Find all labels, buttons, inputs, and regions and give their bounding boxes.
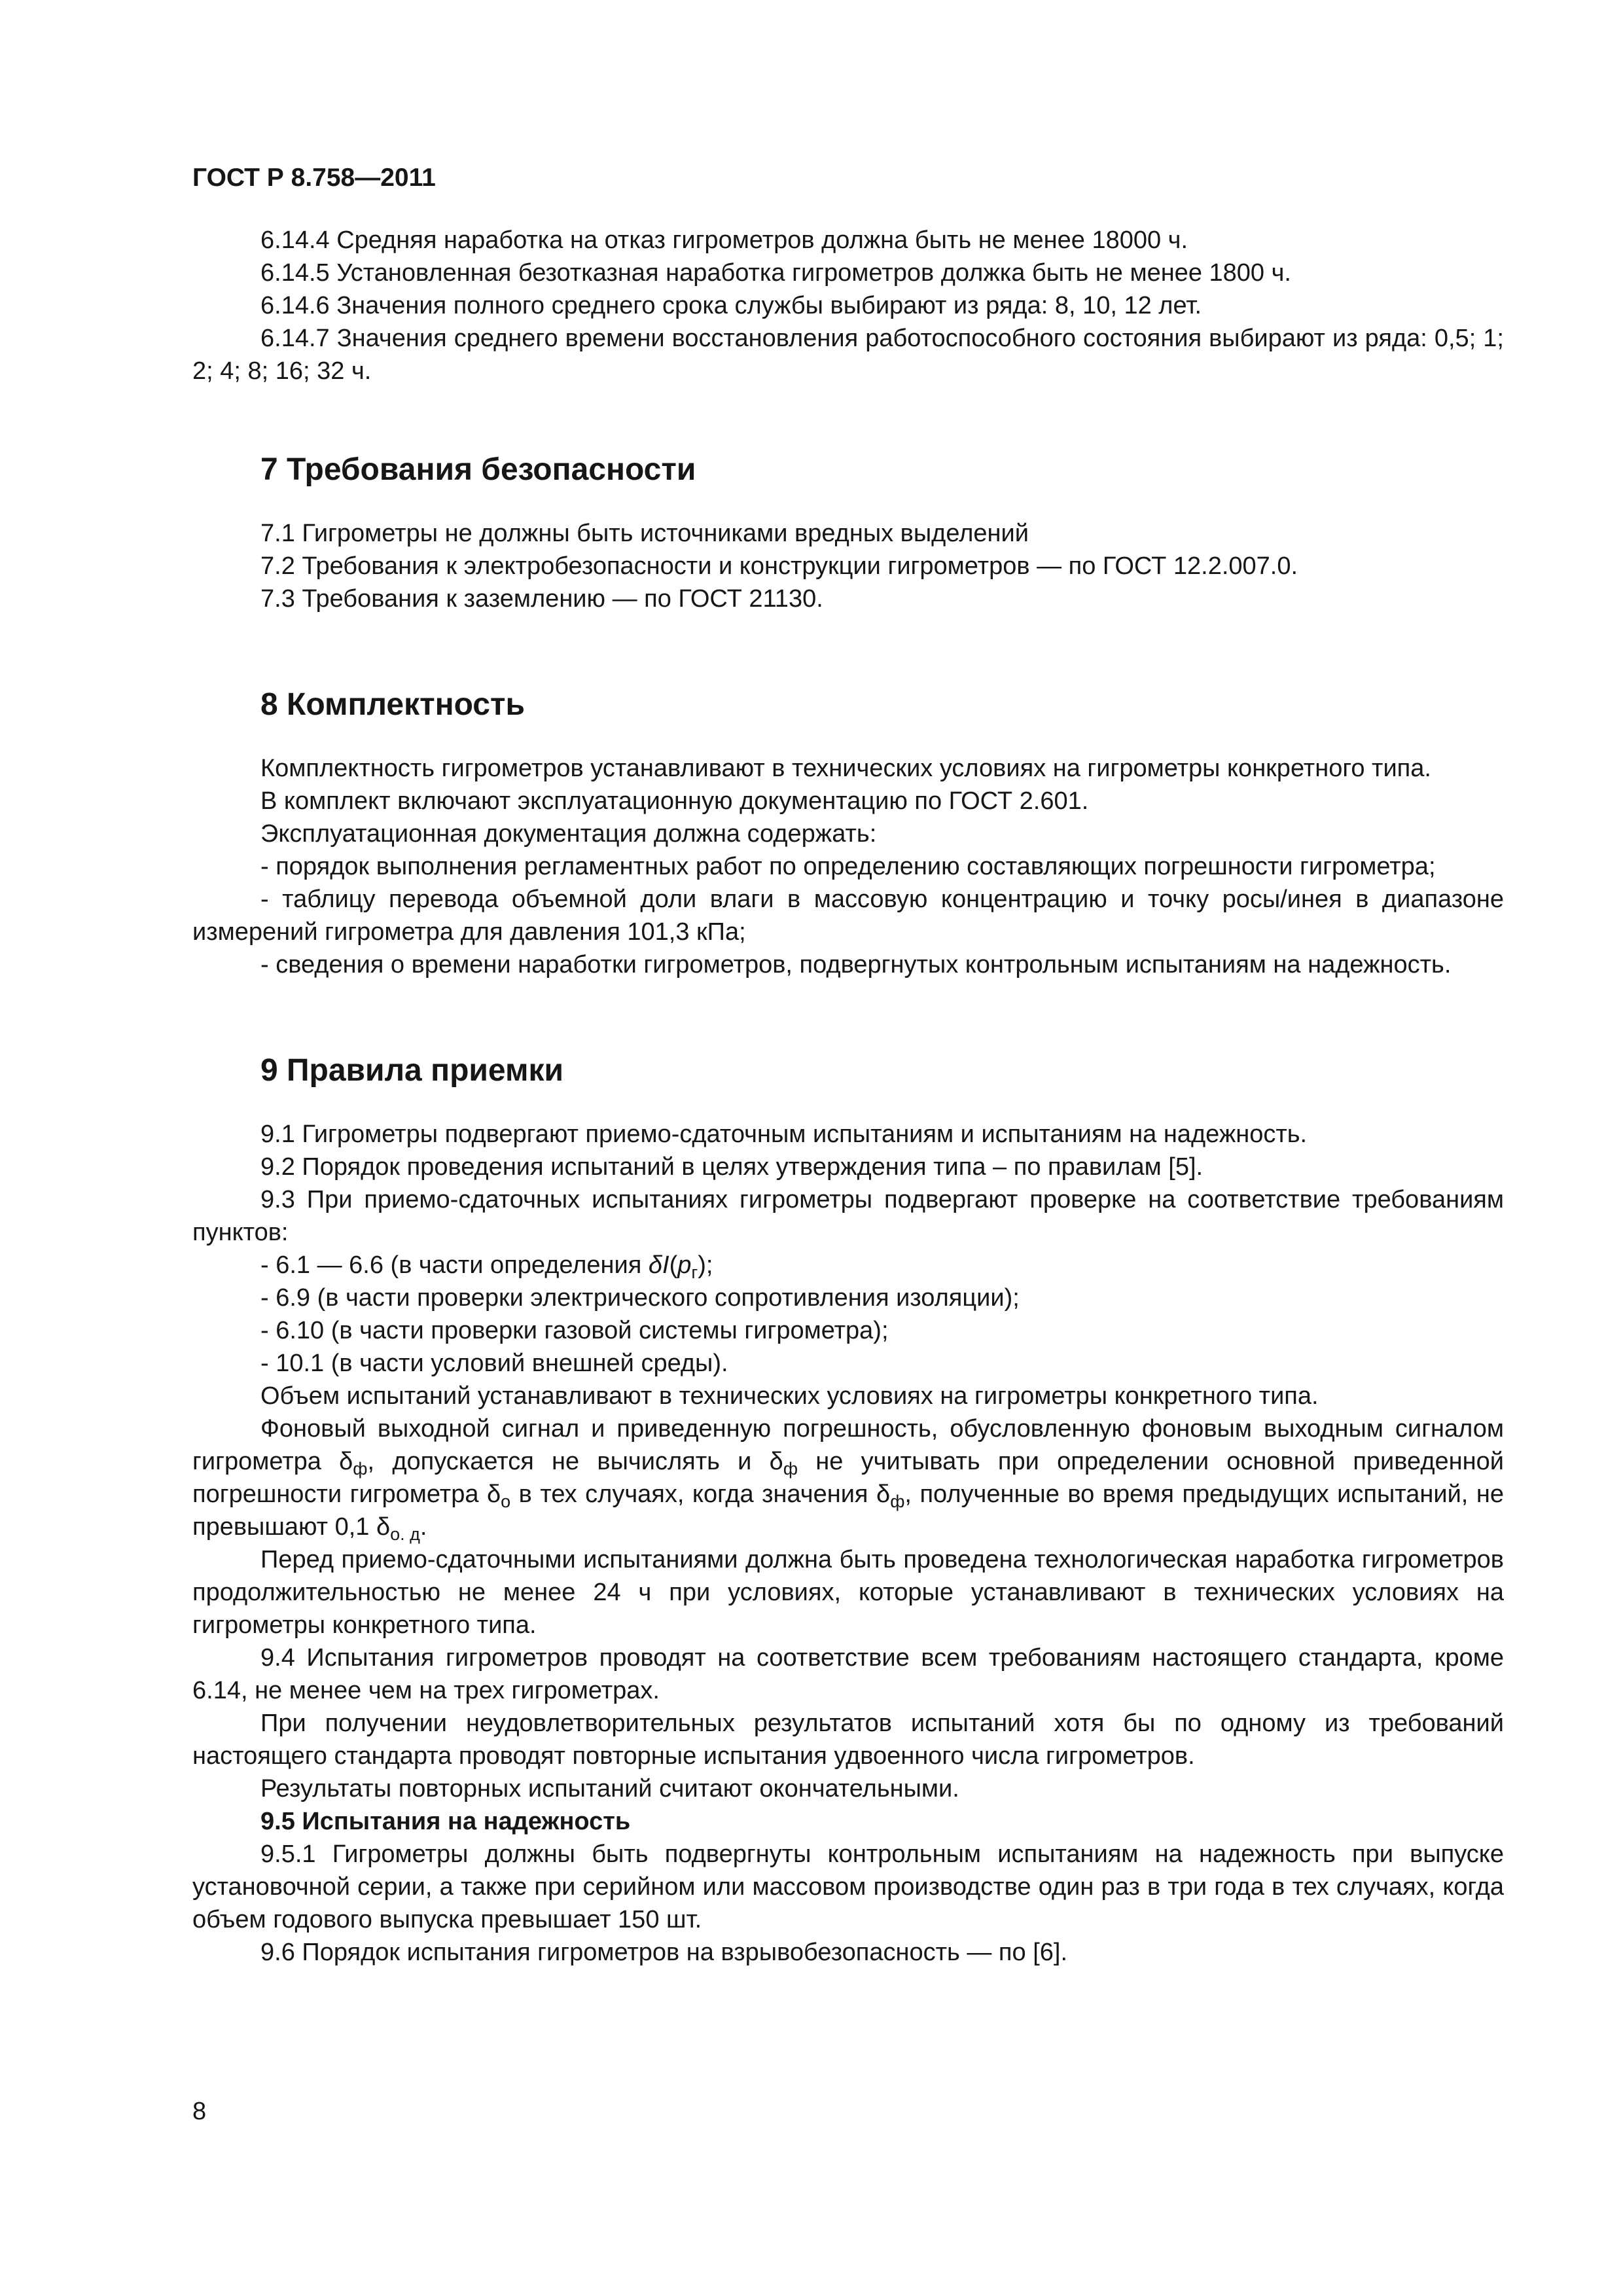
list-item-8-b: - таблицу перевода объемной доли влаги в массовую концентрацию и точку росы/инея в диапазоне измерений гигрометра для давления 101,3 кПа; [192, 886, 1504, 946]
text-run: Фоновый выходной сигнал и приведенную погрешность, обусловленную фоновым выходным сигналом гигрометра [192, 1415, 1504, 1475]
symbol-delta: δ [376, 1513, 391, 1541]
symbol-delta: δ [769, 1448, 783, 1475]
item-text-end: ); [698, 1251, 713, 1279]
paragraph-6-14-4: 6.14.4 Средняя наработка на отказ гигрометров должна быть не менее 18000 ч. [260, 226, 1188, 254]
paragraph-8-3: Эксплуатационная документация должна содержать: [260, 820, 877, 848]
list-item-9-3-a [192, 1249, 1504, 1282]
paragraph-9-4-final: Результаты повторных испытаний считают окончательными. [260, 1775, 959, 1803]
paragraph-9-2: 9.2 Порядок проведения испытаний в целях утверждения типа – по правилам [5]. [260, 1153, 1204, 1181]
symbol-delta: δ [486, 1480, 501, 1508]
paragraph-6-14-5: 6.14.5 Установленная безотказная наработка гигрометров должка быть не менее 1800 ч. [260, 259, 1291, 287]
section-8-heading: 8 Комплектность [260, 687, 525, 722]
paragraph-7-3: 7.3 Требования к заземлению — по ГОСТ 21130. [260, 585, 823, 613]
section-9-heading: 9 Правила приемки [260, 1053, 564, 1088]
paragraph-9-3-background [192, 1412, 1504, 1543]
text-run: , допускается не вычислять и [367, 1448, 770, 1475]
symbol-delta: δ [339, 1448, 353, 1475]
formula-delta-i: δI [648, 1251, 669, 1279]
symbol-delta: δ [876, 1480, 891, 1508]
symbol-sub: ф [353, 1459, 368, 1479]
paragraph-9-4: 9.4 Испытания гигрометров проводят на соответствие всем требованиям настоящего стандарта, кроме 6.14, не менее чем на трех гигрометрах. [192, 1644, 1504, 1704]
paragraph-9-1: 9.1 Гигрометры подвергают приемо-сдаточным испытаниям и испытаниям на надежность. [260, 1121, 1308, 1148]
paragraph-9-5-1: 9.5.1 Гигрометры должны быть подвергнуты контрольным испытаниям на надежность при выпуске установочной серии, а также при серийном или массовом производстве один раз в три года в тех случаях, когда объем годового выпуска превышает 150 шт. [192, 1840, 1504, 1933]
paragraph-9-6: 9.6 Порядок испытания гигрометров на взрывобезопасность — по [6]. [260, 1939, 1067, 1966]
item-text: - 6.1 — 6.6 (в части определения [260, 1251, 649, 1279]
list-item-9-3-d: - 10.1 (в части условий внешней среды). [260, 1350, 728, 1377]
paragraph-7-2: 7.2 Требования к электробезопасности и конструкции гигрометров — по ГОСТ 12.2.007.0. [260, 552, 1298, 580]
text-run: . [419, 1513, 427, 1541]
symbol-sub: ф [783, 1459, 798, 1479]
paragraph-9-3: 9.3 При приемо-сдаточных испытаниях гигрометры подвергают проверке на соответствие требованиям пунктов: [192, 1186, 1504, 1246]
page-number: 8 [192, 2098, 207, 2125]
list-item-8-a: - порядок выполнения регламентных работ по определению составляющих погрешности гигрометра; [260, 853, 1436, 880]
formula-p-sub: г [691, 1263, 698, 1282]
text-run: , полученные во время предыдущих испытаний, не превышают 0,1 [192, 1480, 1504, 1541]
list-item-9-3-b: - 6.9 (в части проверки электрического сопротивления изоляции); [260, 1284, 1020, 1312]
paragraph-8-2: В комплект включают эксплуатационную документацию по ГОСТ 2.601. [260, 787, 1089, 815]
paren-open: ( [669, 1251, 678, 1279]
formula-p: p [677, 1251, 692, 1279]
document-header: ГОСТ Р 8.758—2011 [192, 164, 436, 192]
document-body [192, 224, 1504, 1969]
list-item-8-c: - сведения о времени наработки гигрометров, подвергнутых контрольным испытаниям на надежность. [260, 951, 1452, 978]
paragraph-6-14-7: 6.14.7 Значения среднего времени восстановления работоспособного состояния выбирают из ряда: 0,5; 1; 2; 4; 8; 16; 32 ч. [192, 325, 1504, 385]
symbol-sub: ф [890, 1492, 905, 1511]
symbol-sub: о [501, 1492, 511, 1511]
text-run: не учитывать при определении основной приведенной погрешности гигрометра [192, 1448, 1504, 1508]
subsection-9-5-heading: 9.5 Испытания на надежность [260, 1808, 631, 1835]
paragraph-8-1: Комплектность гигрометров устанавливают в технических условиях на гигрометры конкретного типа. [260, 755, 1431, 782]
paragraph-9-3-runin: Перед приемо-сдаточными испытаниями должна быть проведена технологическая наработка гигрометров продолжительностью не менее 24 ч при условиях, которые устанавливают в технических условиях на гигрометры конкретного типа. [192, 1546, 1504, 1639]
list-item-9-3-c: - 6.10 (в части проверки газовой системы гигрометра); [260, 1317, 889, 1344]
paragraph-9-4-repeat: При получении неудовлетворительных результатов испытаний хотя бы по одному из требований настоящего стандарта проводят повторные испытания удвоенного числа гигрометров. [192, 1710, 1504, 1770]
paragraph-7-1: 7.1 Гигрометры не должны быть источниками вредных выделений [260, 520, 1029, 547]
text-run: в тех случаях, когда значения [510, 1480, 877, 1508]
paragraph-6-14-6: 6.14.6 Значения полного среднего срока службы выбирают из ряда: 8, 10, 12 лет. [260, 292, 1202, 319]
paragraph-9-3-scope: Объем испытаний устанавливают в технических условиях на гигрометры конкретного типа. [260, 1382, 1319, 1410]
section-7-heading: 7 Требования безопасности [260, 452, 696, 487]
symbol-sub: о. д [390, 1524, 420, 1544]
